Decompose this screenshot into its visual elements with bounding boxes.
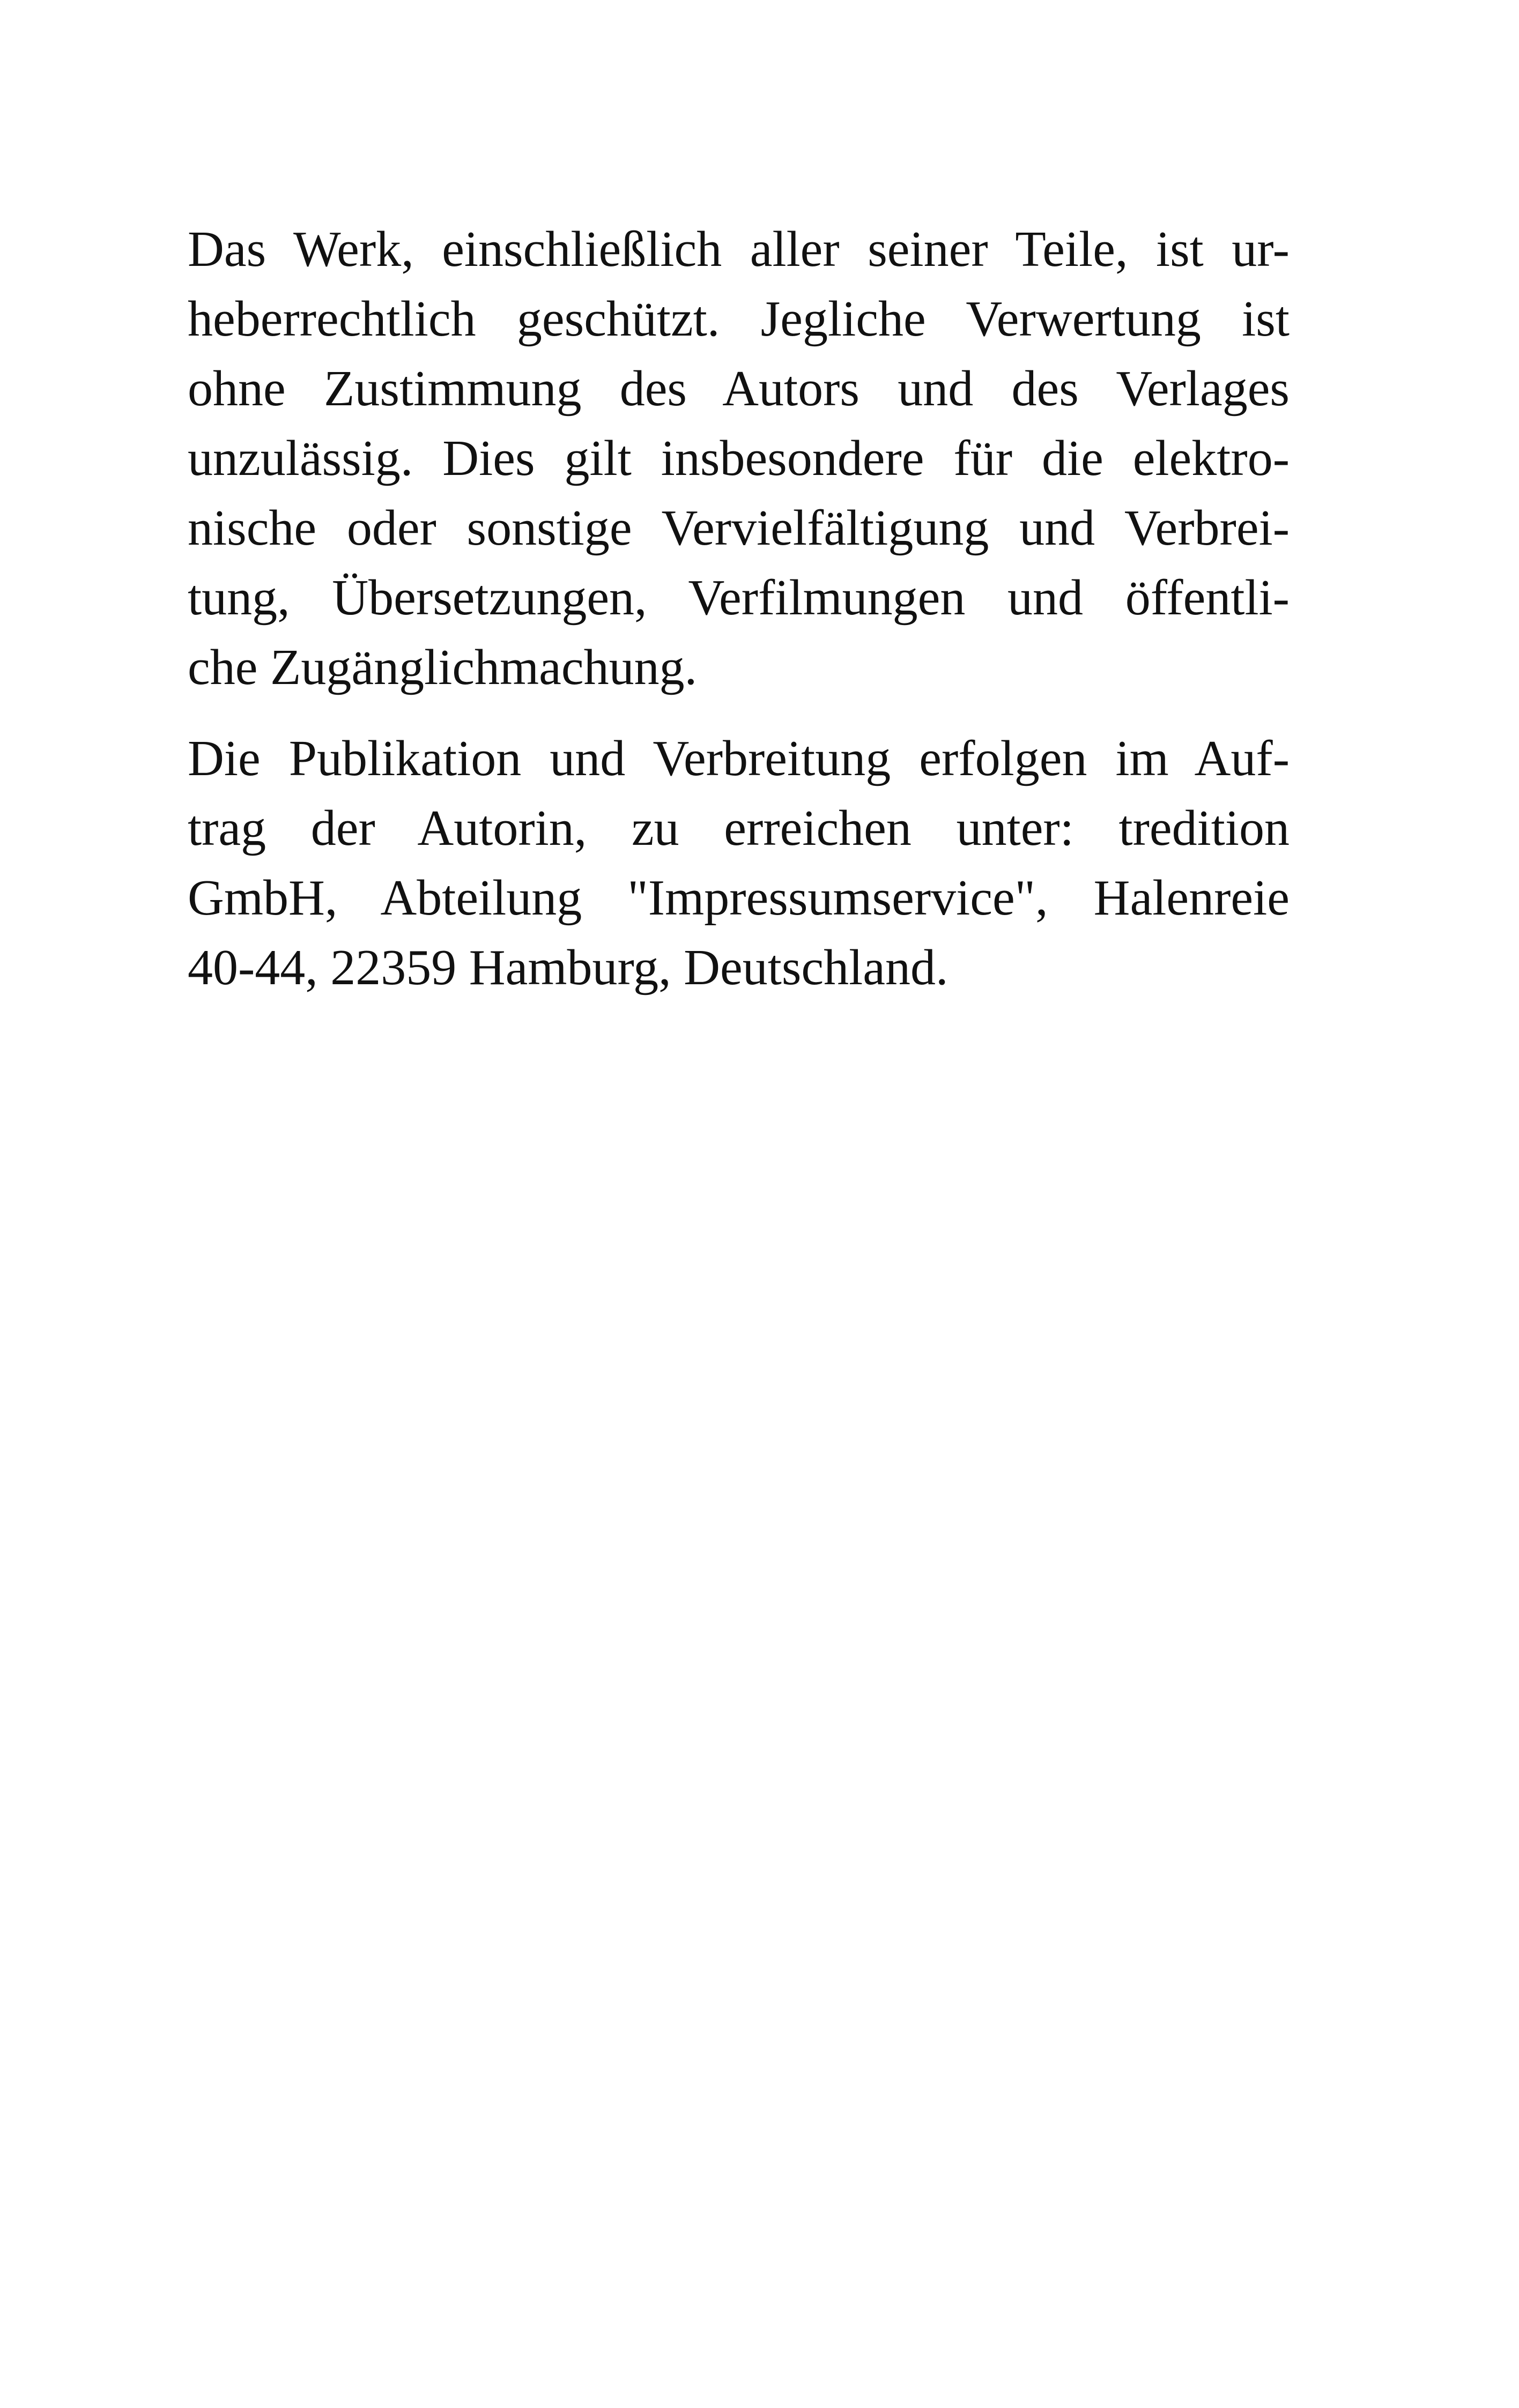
text-line: unzulässig. Dies gilt insbesondere für die elektro- bbox=[188, 430, 1290, 486]
text-line: ohne Zustimmung des Autors und des Verlages bbox=[188, 361, 1290, 417]
imprint-text bbox=[188, 214, 1290, 1002]
copyright-paragraph bbox=[188, 214, 1290, 702]
text-line: nische oder sonstige Vervielfältigung und Verbrei- bbox=[188, 500, 1290, 556]
text-line: GmbH, Abteilung "Impressumservice", Halenreie bbox=[188, 870, 1290, 926]
text-line: che Zugänglichmachung. bbox=[188, 640, 698, 695]
text-line: trag der Autorin, zu erreichen unter: tredition bbox=[188, 800, 1290, 856]
text-line: 40-44, 22359 Hamburg, Deutschland. bbox=[188, 940, 949, 995]
text-line: Das Werk, einschließlich aller seiner Teile, ist ur- bbox=[188, 221, 1290, 277]
text-line: heberrechtlich geschützt. Jegliche Verwertung ist bbox=[188, 291, 1290, 347]
text-line: Die Publikation und Verbreitung erfolgen im Auf- bbox=[188, 731, 1290, 786]
publisher-paragraph bbox=[188, 724, 1290, 1002]
text-line: tung, Übersetzungen, Verfilmungen und öffentli- bbox=[188, 570, 1290, 626]
